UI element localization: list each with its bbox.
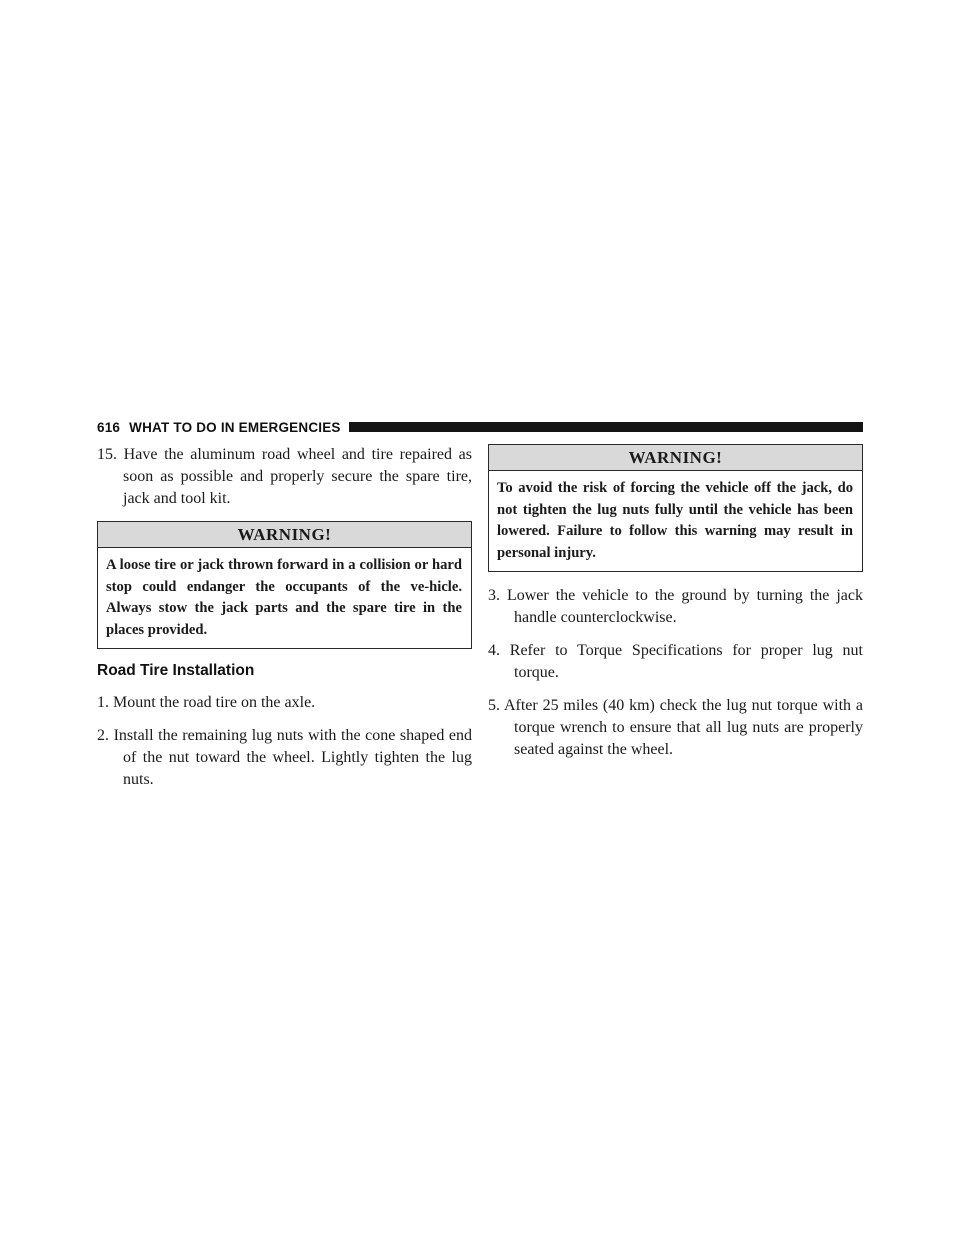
warning-title: WARNING!	[98, 522, 471, 548]
section-title: WHAT TO DO IN EMERGENCIES	[129, 419, 341, 435]
page-number: 616	[97, 419, 121, 435]
warning-box-lug-nuts	[488, 444, 863, 572]
step-1: 1. Mount the road tire on the axle.	[97, 694, 316, 711]
header-rule	[349, 422, 863, 432]
step-15: 15. Have the aluminum road wheel and tire repaired as soon as possible and properly secure the spare tire, jack and tool kit.	[97, 446, 472, 507]
warning-text: To avoid the risk of forcing the vehicle off the jack, do not tighten the lug nuts fully until the vehicle has been lowered. Failure to follow this warning may result in personal injury.	[497, 480, 853, 561]
step-4: 4. Refer to Torque Specifications for proper lug nut torque.	[488, 642, 863, 681]
step-3: 3. Lower the vehicle to the ground by turning the jack handle counterclockwise.	[488, 587, 863, 626]
warning-box-stow-jack	[97, 521, 472, 649]
warning-text: A loose tire or jack thrown forward in a collision or hard stop could endanger the occupants of the ve-hicle. Always stow the jack parts and the spare tire in the places provided.	[106, 557, 462, 638]
step-5: 5. After 25 miles (40 km) check the lug nut torque with a torque wrench to ensure that all lug nuts are properly seated against the wheel.	[488, 697, 863, 758]
step-2: 2. Install the remaining lug nuts with the cone shaped end of the nut toward the wheel. Lightly tighten the lug nuts.	[97, 727, 472, 788]
left-column	[97, 444, 472, 802]
subheading-road-tire-installation: Road Tire Installation	[97, 662, 255, 679]
right-column	[488, 444, 863, 772]
page-header	[97, 417, 863, 437]
warning-title: WARNING!	[489, 445, 862, 471]
